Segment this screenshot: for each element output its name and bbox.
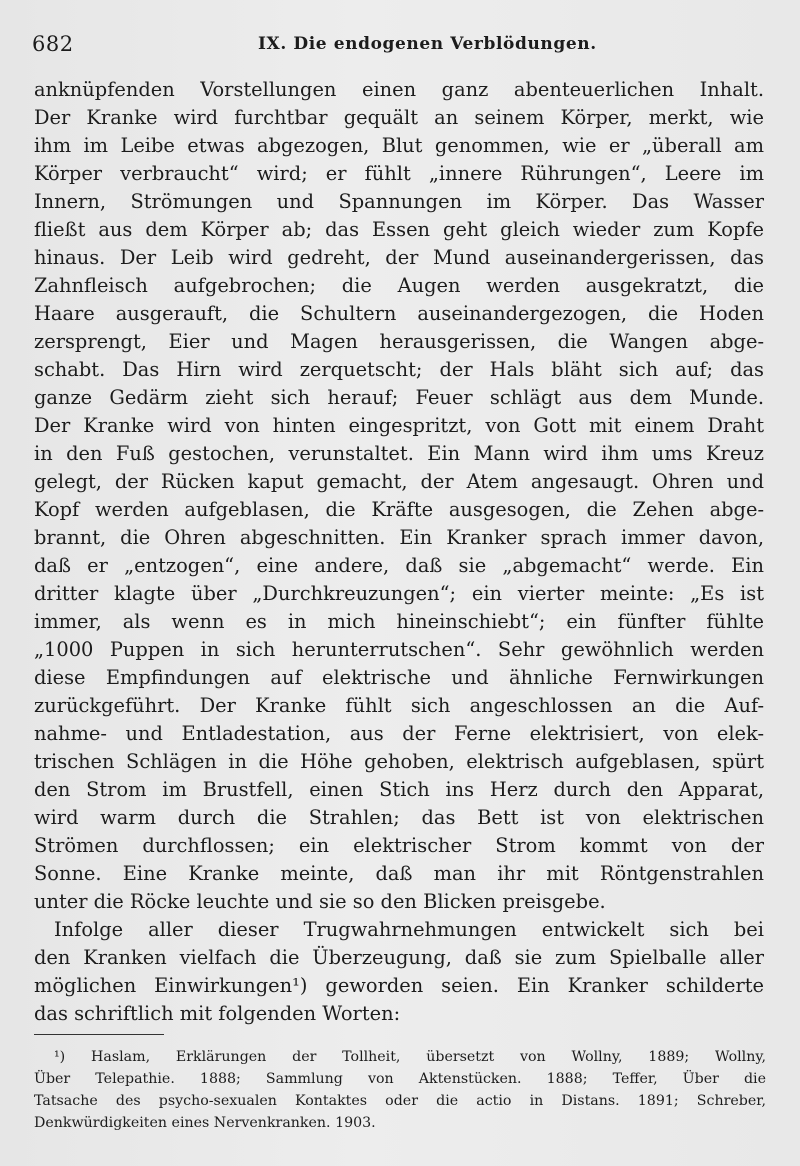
text-line: Innern, Strömungen und Spannungen im Körper. Das Wasser <box>34 190 764 213</box>
text-line: hinaus. Der Leib wird gedreht, der Mund auseinandergerissen, das <box>34 246 764 269</box>
text-line: wird warm durch die Strahlen; das Bett ist von elektrischen <box>34 806 764 829</box>
text-line: daß er „entzogen“, eine andere, daß sie „abgemacht“ werde. Ein <box>34 554 764 577</box>
footnote-divider <box>34 1034 164 1035</box>
text-line: trischen Schlägen in die Höhe gehoben, elektrisch aufgeblasen, spürt <box>34 750 764 773</box>
text-line: in den Fuß gestochen, verunstaltet. Ein Mann wird ihm ums Kreuz <box>34 442 764 465</box>
text-line: Strömen durchflossen; ein elektrischer Strom kommt von der <box>34 834 764 857</box>
text-line: ihm im Leibe etwas abgezogen, Blut genommen, wie er „überall am <box>34 134 764 157</box>
text-line: Der Kranke wird furchtbar gequält an seinem Körper, merkt, wie <box>34 106 764 129</box>
text-line: fließt aus dem Körper ab; das Essen geht gleich wieder zum Kopfe <box>34 218 764 241</box>
page-number: 682 <box>32 32 74 56</box>
footnote-line: Denkwürdigkeiten eines Nervenkranken. 1903. <box>34 1115 376 1131</box>
text-line: unter die Röcke leuchte und sie so den Blicken preisgebe. <box>34 890 606 913</box>
chapter-heading: IX. Die endogenen Verblödungen. <box>258 34 597 54</box>
text-line: den Strom im Brustfell, einen Stich ins Herz durch den Apparat, <box>34 778 764 801</box>
text-line: Haare ausgerauft, die Schultern auseinandergezogen, die Hoden <box>34 302 764 325</box>
footnote-line: ¹) Haslam, Erklärungen der Tollheit, übersetzt von Wollny, 1889; Wollny, <box>54 1049 766 1065</box>
paragraph-start-line: Infolge aller dieser Trugwahrnehmungen entwickelt sich bei <box>54 918 764 941</box>
text-line: das schriftlich mit folgenden Worten: <box>34 1002 401 1025</box>
footnote <box>34 1046 766 1134</box>
text-line: „1000 Puppen in sich herunterrutschen“. Sehr gewöhnlich werden <box>34 638 764 661</box>
text-line: zurückgeführt. Der Kranke fühlt sich angeschlossen an die Auf- <box>34 694 764 717</box>
footnote-line: Tatsache des psycho-sexualen Kontaktes oder die actio in Distans. 1891; Schreber, <box>34 1093 766 1109</box>
text-line: ganze Gedärm zieht sich herauf; Feuer schlägt aus dem Munde. <box>34 386 764 409</box>
footnote-line: Über Telepathie. 1888; Sammlung von Aktenstücken. 1888; Teffer, Über die <box>34 1071 766 1087</box>
text-line: diese Empfindungen auf elektrische und ähnliche Fernwirkungen <box>34 666 764 689</box>
page-header <box>32 30 772 60</box>
text-line: immer, als wenn es in mich hineinschiebt“; ein fünfter fühlte <box>34 610 764 633</box>
text-line: schabt. Das Hirn wird zerquetscht; der Hals bläht sich auf; das <box>34 358 764 381</box>
text-line: brannt, die Ohren abgeschnitten. Ein Kranker sprach immer davon, <box>34 526 764 549</box>
text-line: Der Kranke wird von hinten eingespritzt, von Gott mit einem Draht <box>34 414 764 437</box>
text-line: möglichen Einwirkungen¹) geworden seien. Ein Kranker schilderte <box>34 974 764 997</box>
text-line: nahme- und Entladestation, aus der Ferne elektrisiert, von elek- <box>34 722 764 745</box>
text-line: gelegt, der Rücken kaput gemacht, der Atem angesaugt. Ohren und <box>34 470 764 493</box>
text-line: Sonne. Eine Kranke meinte, daß man ihr mit Röntgenstrahlen <box>34 862 764 885</box>
text-line: zersprengt, Eier und Magen herausgerissen, die Wangen abge- <box>34 330 764 353</box>
text-line: den Kranken vielfach die Überzeugung, daß sie zum Spielballe aller <box>34 946 764 969</box>
text-line: anknüpfenden Vorstellungen einen ganz abenteuerlichen Inhalt. <box>34 78 764 101</box>
text-line: dritter klagte über „Durchkreuzungen“; ein vierter meinte: „Es ist <box>34 582 764 605</box>
text-line: Zahnfleisch aufgebrochen; die Augen werden ausgekratzt, die <box>34 274 764 297</box>
body-text <box>34 76 764 1028</box>
text-line: Kopf werden aufgeblasen, die Kräfte ausgesogen, die Zehen abge- <box>34 498 764 521</box>
text-line: Körper verbraucht“ wird; er fühlt „innere Rührungen“, Leere im <box>34 162 764 185</box>
